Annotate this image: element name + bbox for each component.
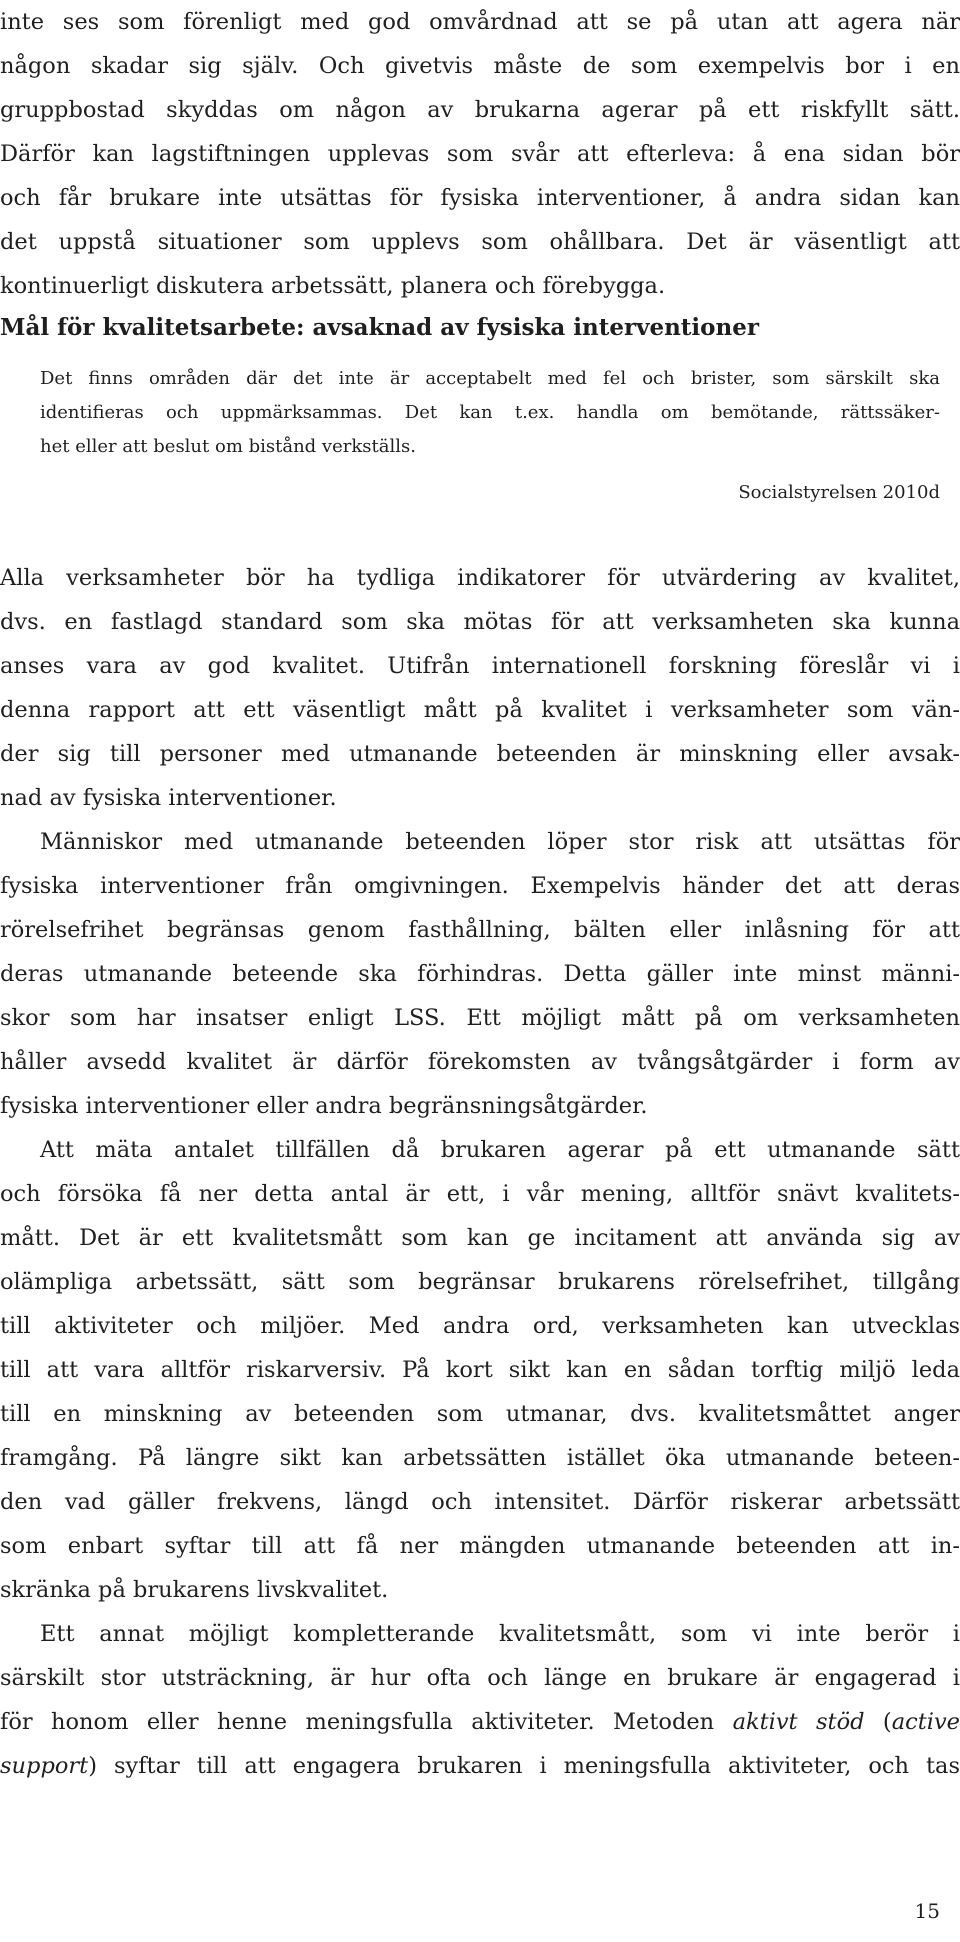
text-line: deras utmanande beteende ska förhindras. Detta gäller inte minst männi- <box>0 961 960 987</box>
italic-term: aktivt stöd <box>732 1709 865 1735</box>
text-line: Alla verksamheter bör ha tydliga indikatorer för utvärdering av kvalitet, <box>0 565 960 591</box>
text-line: fysiska interventioner från omgivningen. Exempelvis händer det att deras <box>0 873 960 899</box>
text-span: ) syftar till att engagera brukaren i meningsfulla aktiviteter, och tas <box>88 1753 960 1779</box>
quote-line: identifieras och uppmärksammas. Det kan t.ex. handla om bemötande, rättssäker- <box>40 402 940 423</box>
quote-line: het eller att beslut om bistånd verkställs. <box>40 436 416 457</box>
text-line: till aktiviteter och miljöer. Med andra ord, verksamheten kan utvecklas <box>0 1313 960 1339</box>
italic-term: active <box>891 1709 960 1735</box>
text-line: det uppstå situationer som upplevs som ohållbara. Det är väsentligt att <box>0 229 960 255</box>
text-line: till en minskning av beteenden som utmanar, dvs. kvalitetsmåttet anger <box>0 1401 960 1427</box>
text-line: olämpliga arbetssätt, sätt som begränsar brukarens rörelsefrihet, tillgång <box>0 1269 960 1295</box>
text-line: den vad gäller frekvens, längd och intensitet. Därför riskerar arbetssätt <box>0 1489 960 1515</box>
intro-paragraph <box>0 0 960 308</box>
block-quote <box>40 362 940 464</box>
text-line: skränka på brukarens livskvalitet. <box>0 1577 389 1603</box>
text-line: rörelsefrihet begränsas genom fasthållning, bälten eller inlåsning för att <box>0 917 960 943</box>
text-line: håller avsedd kvalitet är därför förekomsten av tvångsåtgärder i form av <box>0 1049 960 1075</box>
quote-line: Det finns områden där det inte är acceptabelt med fel och brister, som särskilt ska <box>40 368 940 389</box>
text-line: mått. Det är ett kvalitetsmått som kan ge incitament att använda sig av <box>0 1225 960 1251</box>
text-line: inte ses som förenligt med god omvårdnad att se på utan att agera när <box>0 9 960 35</box>
text-line: Att mäta antalet tillfällen då brukaren agerar på ett utmanande sätt <box>40 1137 960 1163</box>
text-line: anses vara av god kvalitet. Utifrån internationell forskning föreslår vi i <box>0 653 960 679</box>
page-number: 15 <box>914 1899 940 1923</box>
text-line: som enbart syftar till att få ner mängden utmanande beteenden att in- <box>0 1533 960 1559</box>
text-line: Människor med utmanande beteenden löper stor risk att utsättas för <box>40 829 960 855</box>
text-span: för honom eller henne meningsfulla aktiviteter. Metoden <box>0 1709 733 1735</box>
text-line: dvs. en fastlagd standard som ska mötas för att verksamheten ska kunna <box>0 609 960 635</box>
text-line: och försöka få ner detta antal är ett, i vår mening, alltför snävt kvalitets- <box>0 1181 960 1207</box>
italic-term: support <box>0 1753 89 1779</box>
text-line: framgång. På längre sikt kan arbetssätten istället öka utmanande beteen- <box>0 1445 960 1471</box>
text-span: ( <box>864 1709 892 1735</box>
quote-attribution: Socialstyrelsen 2010d <box>738 482 940 503</box>
text-line: nad av fysiska interventioner. <box>0 785 337 811</box>
text-line: denna rapport att ett väsentligt mått på kvalitet i verksamheter som vän- <box>0 697 960 723</box>
text-line: och får brukare inte utsättas för fysiska interventioner, å andra sidan kan <box>0 185 960 211</box>
text-line: der sig till personer med utmanande beteenden är minskning eller avsak- <box>0 741 960 767</box>
text-line: någon skadar sig själv. Och givetvis måste de som exempelvis bor i en <box>0 53 960 79</box>
text-line: Därför kan lagstiftningen upplevas som svår att efterleva: å ena sidan bör <box>0 141 960 167</box>
section-heading: Mål för kvalitetsarbete: avsaknad av fysiska interventioner <box>0 314 759 341</box>
text-line: gruppbostad skyddas om någon av brukarna agerar på ett riskfyllt sätt. <box>0 97 960 123</box>
text-line: skor som har insatser enligt LSS. Ett möjligt mått på om verksamheten <box>0 1005 960 1031</box>
text-line: kontinuerligt diskutera arbetssätt, planera och förebygga. <box>0 273 666 299</box>
text-line: särskilt stor utsträckning, är hur ofta och länge en brukare är engagerad i <box>0 1665 960 1691</box>
body-text <box>0 556 960 1788</box>
text-line: Ett annat möjligt kompletterande kvalitetsmått, som vi inte berör i <box>40 1621 960 1647</box>
text-line: fysiska interventioner eller andra begränsningsåtgärder. <box>0 1093 648 1119</box>
text-line <box>0 1700 960 1744</box>
text-line <box>0 1744 960 1788</box>
text-line: till att vara alltför riskarversiv. På kort sikt kan en sådan torftig miljö leda <box>0 1357 960 1383</box>
